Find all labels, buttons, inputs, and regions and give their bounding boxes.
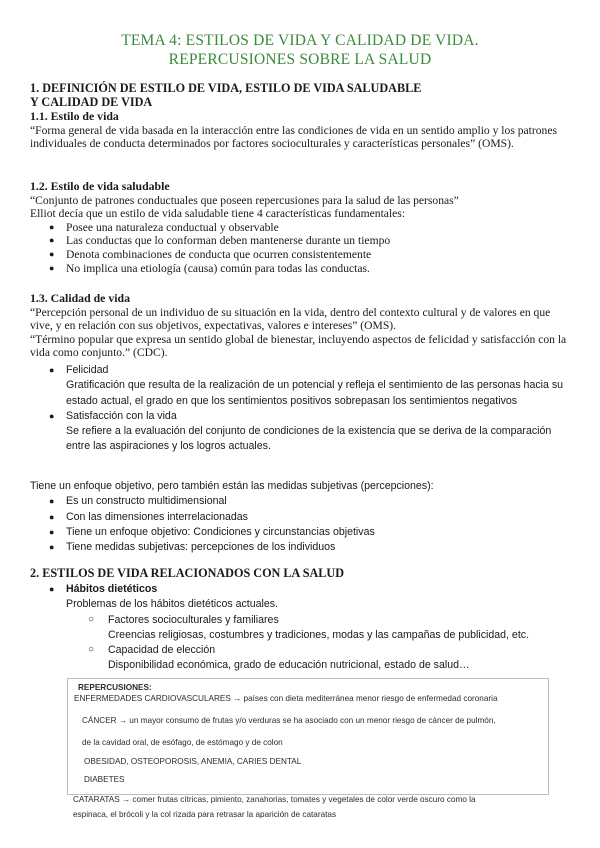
felicidad-text: Gratificación que resulta de la realización de un potencial y refleja el sentimiento de las personas hacia su estado actual, el grado en que los sentimientos positivos sobrepasan los sentimientos negativos [66,379,564,407]
list-item [30,525,575,540]
sub-list-item [30,643,575,658]
sub-list-item [30,613,575,628]
list-item-text: Las conductas que lo conforman deben mantenerse durante un tiempo [66,234,391,248]
list-item-text: Tiene medidas subjetivas: percepciones de los individuos [66,541,336,554]
factores-text: Creencias religiosas, costumbres y tradiciones, modas y las campañas de publicidad, etc. [108,628,530,641]
bullet-icon: ● [49,584,55,594]
section-1-1 [30,110,575,151]
cataratas-line-2: espinaca, el brócoli y la col rizada para retrasar la aparición de cataratas [73,810,337,819]
list-item [30,248,575,262]
enfoque-intro: Tiene un enfoque objetivo, pero también están las medidas subjetivas (percepciones): [30,480,434,492]
section-1-3 [30,292,575,360]
box-line: OBESIDAD, OSTEOPOROSIS, ANEMIA, CARIES DENTAL [84,757,302,766]
section-1-1-text: “Forma general de vida basada en la interacción entre las condiciones de vida en un sentido amplio y los patrones individuales de conducta determinados por factores socioculturales y características personales” (OMS). [30,123,558,151]
satisfaccion-text: Se refiere a la evaluación del conjunto de condiciones de la existencia que se deriva de la comparación entre las aspiraciones y los logros actuales. [66,425,552,453]
section-2-heading: 2. ESTILOS DE VIDA RELACIONADOS CON LA SALUD [30,566,345,580]
capacidad-text: Disponibilidad económica, grado de educación nutricional, estado de salud… [108,659,470,672]
section-1-2 [30,180,575,275]
section-2-heading-block [30,567,575,581]
list-item [30,221,575,235]
box-line: DIABETES [84,775,125,784]
section-1-heading-line-1: 1. DEFINICIÓN DE ESTILO DE VIDA, ESTILO DE VIDA SALUDABLE [30,81,422,95]
capacidad-label: Capacidad de elección [108,644,216,657]
list-item [30,363,575,378]
box-line: de la cavidad oral, de esófago, de estómago y de colon [82,738,283,747]
list-item [30,409,575,424]
box-line: CÁNCER → un mayor consumo de frutas y/o verduras se ha asociado con un menor riesgo de cáncer de pulmón, [82,716,496,725]
circle-bullet-icon: ○ [88,613,95,625]
section-1-2-quote: “Conjunto de patrones conductuales que poseen repercusiones para la salud de las personas” [30,193,459,207]
list-item-text: No implica una etiología (causa) común para todas las conductas. [66,261,370,275]
section-1-3-heading: 1.3. Calidad de vida [30,291,130,305]
list-item [30,494,575,509]
list-item-text: Tiene un enfoque objetivo: Condiciones y circunstancias objetivas [66,525,375,538]
section-1-2-heading: 1.2. Estilo de vida saludable [30,179,170,193]
bullet-icon: ● [49,526,55,537]
bullet-icon: ● [49,262,55,273]
bullet-icon: ● [49,221,55,232]
list-item [30,540,575,555]
list-item [30,510,575,525]
section-1-heading [30,82,575,109]
bullet-icon: ● [49,235,55,246]
section-1-1-heading: 1.1. Estilo de vida [30,109,119,123]
bullet-icon: ● [49,511,55,522]
bullet-icon: ● [49,496,55,507]
list-item [30,262,575,276]
habitos-block [30,582,575,674]
list-item-text: Posee una naturaleza conductual y observable [66,220,279,234]
bullet-icon: ● [49,542,55,553]
page-title-line-1: TEMA 4: ESTILOS DE VIDA Y CALIDAD DE VIDA. [121,32,479,49]
enfoque-block [30,479,575,555]
section-1-3-quote-cdc: “Término popular que expresa un sentido global de bienestar, incluyendo aspectos de felicidad y satisfacción con la vida como conjunto.” (CDC). [30,332,567,360]
list-item-text: Denota combinaciones de conducta que ocurren consistentemente [66,247,372,261]
list-item-text: Con las dimensiones interrelacionadas [66,510,248,523]
list-item [30,234,575,248]
factores-label: Factores socioculturales y familiares [108,613,279,626]
bullet-icon: ● [49,248,55,259]
repercusiones-title: REPERCUSIONES: [78,683,152,692]
habitos-intro: Problemas de los hábitos dietéticos actuales. [66,598,278,611]
habitos-label: Hábitos dietéticos [66,583,158,595]
satisfaccion-label: Satisfacción con la vida [66,409,177,422]
cataratas-line-1: CATARATAS → comer frutas cítricas, pimiento, zanahorias, tomates y vegetales de color verde oscuro como la [73,795,476,804]
list-item-text: Es un constructo multidimensional [66,495,227,508]
list-item [30,582,575,597]
section-1-2-intro: Elliot decía que un estilo de vida saludable tiene 4 características fundamentales: [30,207,406,221]
box-line: ENFERMEDADES CARDIOVASCULARES → países con dieta mediterránea menor riesgo de enfermedad coronaria [74,694,498,703]
circle-bullet-icon: ○ [88,644,95,656]
bullet-icon: ● [49,365,55,375]
repercusiones-box [67,678,549,795]
section-1-heading-line-2: Y CALIDAD DE VIDA [30,94,153,109]
bullet-icon: ● [49,410,55,421]
calidad-items [30,363,575,455]
page-title-line-2: REPERCUSIONES SOBRE LA SALUD [168,51,432,68]
section-1-3-quote-oms: “Percepción personal de un individuo de su situación en la vida, dentro del contexto cultural y de valores en que vive, y en relación con sus objetivos, expectativas, valores e intereses” (OMS). [30,305,551,333]
felicidad-label: Felicidad [66,364,109,376]
